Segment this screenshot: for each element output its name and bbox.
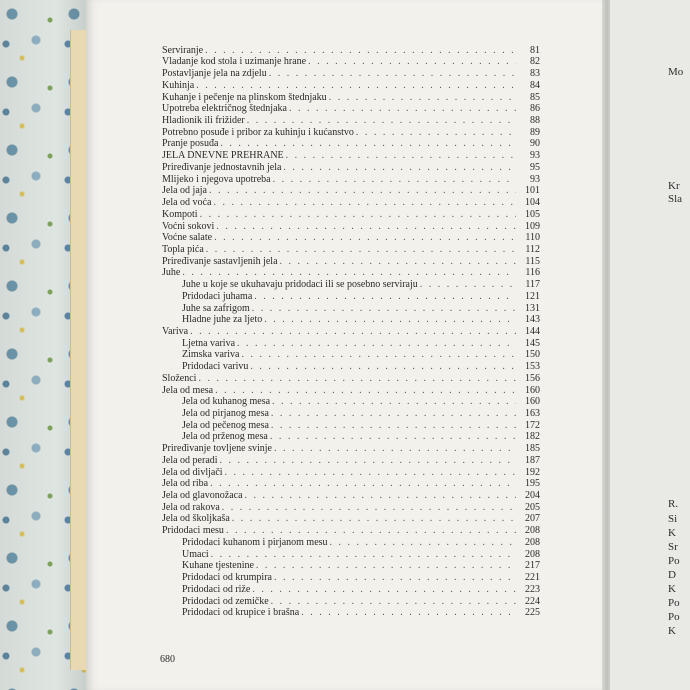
- toc-entry-page: 204: [525, 490, 540, 502]
- toc-entry-label: Priređivanje jednostavnih jela: [162, 161, 282, 173]
- toc-entry-label: Topla pića: [162, 243, 204, 255]
- dot-leader: [271, 596, 516, 607]
- toc-entry: [162, 583, 540, 595]
- toc-entry-page: 95: [530, 161, 540, 173]
- table-of-contents: [162, 44, 540, 618]
- toc-entry-page: 105: [525, 208, 540, 220]
- toc-entry-label: Kuhane tjestenine: [182, 560, 254, 572]
- toc-entry-page: 205: [525, 501, 540, 513]
- toc-entry-label: Jela od prženog mesa: [182, 431, 268, 443]
- dot-leader: [330, 537, 516, 548]
- toc-entry-page: 81: [530, 44, 540, 56]
- dot-leader: [216, 221, 516, 232]
- right-page-fragment: Mo: [668, 66, 684, 78]
- toc-entry: [162, 114, 540, 126]
- dot-leader: [274, 443, 516, 454]
- toc-entry-label: Pridodaci od riže: [182, 583, 251, 595]
- right-page-fragment: K: [668, 583, 676, 595]
- toc-entry: [162, 255, 540, 267]
- toc-entry-label: Pranje posuđa: [162, 138, 219, 150]
- toc-entry: [162, 56, 540, 68]
- toc-entry-label: Jela od mesa: [162, 384, 214, 396]
- toc-entry-page: 192: [525, 466, 540, 478]
- toc-entry-label: Postavljanje jela na zdjelu: [162, 68, 267, 80]
- dot-leader: [220, 138, 516, 149]
- toc-entry: [162, 173, 540, 185]
- toc-entry-label: Pridodaci kuhanom i pirjanom mesu: [182, 536, 328, 548]
- right-page-fragment: Po: [668, 555, 680, 567]
- toc-entry-page: 153: [525, 361, 540, 373]
- right-page-fragment: R.: [668, 498, 679, 510]
- dot-leader: [356, 127, 516, 138]
- right-page-fragment: Po: [668, 597, 680, 609]
- toc-entry: [162, 337, 540, 349]
- toc-entry: [162, 185, 540, 197]
- book-page-right: [610, 0, 690, 690]
- dot-leader: [225, 467, 516, 478]
- dot-leader: [420, 279, 516, 290]
- dot-leader: [209, 185, 516, 196]
- toc-entry: [162, 278, 540, 290]
- toc-entry: [162, 302, 540, 314]
- toc-entry: [162, 360, 540, 372]
- toc-entry-label: Kuhinja: [162, 79, 195, 91]
- toc-entry: [162, 595, 540, 607]
- toc-entry-page: 90: [530, 138, 540, 150]
- toc-entry: [162, 79, 540, 91]
- toc-entry-label: Pridodaci juhama: [182, 290, 253, 302]
- dot-leader: [264, 314, 516, 325]
- toc-entry: [162, 407, 540, 419]
- toc-entry: [162, 560, 540, 572]
- toc-entry: [162, 384, 540, 396]
- toc-entry-label: Mlijeko i njegova upotreba: [162, 173, 271, 185]
- right-page-fragment: D: [668, 569, 676, 581]
- right-page-fragment: Sla: [668, 193, 683, 205]
- toc-entry-page: 110: [525, 232, 540, 244]
- toc-entry-page: 121: [525, 290, 540, 302]
- toc-entry: [162, 513, 540, 525]
- toc-entry: [162, 126, 540, 138]
- right-page-fragment: Sr: [668, 541, 678, 553]
- toc-entry-label: Juhe u koje se ukuhavaju pridodaci ili se posebno serviraju: [182, 279, 418, 291]
- dot-leader: [270, 431, 516, 442]
- dot-leader: [272, 396, 516, 407]
- toc-entry: [162, 466, 540, 478]
- dot-leader: [254, 291, 516, 302]
- toc-entry: [162, 325, 540, 337]
- toc-entry: [162, 478, 540, 490]
- toc-entry-label: Jela od kuhanog mesa: [182, 396, 271, 408]
- dot-leader: [215, 385, 516, 396]
- toc-entry-page: 112: [525, 243, 540, 255]
- dot-leader: [245, 490, 516, 501]
- dot-leader: [237, 338, 516, 349]
- toc-entry-label: Potrebno posuđe i pribor za kuhinju i kućanstvo: [162, 126, 354, 138]
- toc-entry-page: 109: [525, 220, 540, 232]
- dot-leader: [213, 197, 516, 208]
- toc-entry-label: Hladionik ili frižider: [162, 115, 245, 127]
- dot-leader: [232, 513, 516, 524]
- right-page-fragment: K: [668, 625, 676, 637]
- toc-entry-label: Jela od pirjanog mesa: [182, 408, 269, 419]
- toc-entry-label: Voćne salate: [162, 232, 213, 244]
- toc-entry: [162, 91, 540, 103]
- dot-leader: [271, 408, 516, 419]
- toc-entry-page: 185: [525, 443, 540, 455]
- toc-entry-label: Juhe: [162, 267, 181, 279]
- toc-entry-label: Ljetna variva: [182, 337, 236, 349]
- toc-entry: [162, 267, 540, 279]
- dot-leader: [211, 549, 516, 560]
- toc-entry: [162, 138, 540, 150]
- dot-leader: [247, 115, 516, 126]
- dot-leader: [274, 572, 516, 583]
- toc-entry-page: 88: [530, 115, 540, 127]
- toc-entry-label: Variva: [162, 325, 189, 337]
- toc-entry-label: Jela od glavonožaca: [162, 490, 243, 502]
- toc-entry-label: Zimska variva: [182, 349, 240, 361]
- toc-entry-label: Jela od školjkaša: [162, 513, 230, 525]
- toc-entry-page: 224: [525, 595, 540, 607]
- toc-entry-page: 93: [530, 150, 540, 162]
- toc-entry-page: 144: [525, 325, 540, 337]
- toc-entry-page: 163: [525, 408, 540, 419]
- toc-entry-label: Pridodaci od krupice i brašna: [182, 607, 300, 619]
- toc-entry-page: 172: [525, 419, 540, 431]
- toc-entry-page: 182: [525, 431, 540, 443]
- dot-leader: [289, 103, 516, 114]
- toc-entry-label: Vladanje kod stola i uzimanje hrane: [162, 56, 307, 68]
- toc-entry-page: 117: [525, 279, 540, 291]
- toc-entry-label: Jela od riba: [162, 478, 209, 490]
- dot-leader: [222, 502, 516, 513]
- dot-leader: [269, 68, 516, 79]
- toc-entry-page: 115: [525, 255, 540, 267]
- toc-entry-page: 208: [525, 548, 540, 560]
- toc-entry: [162, 314, 540, 326]
- toc-entry: [162, 607, 540, 619]
- toc-entry-label: JELA DNEVNE PREHRANE: [162, 150, 284, 162]
- toc-entry: [162, 524, 540, 536]
- dot-leader: [241, 349, 516, 360]
- toc-entry: [162, 396, 540, 408]
- toc-entry-page: 208: [525, 536, 540, 548]
- page-number: 680: [160, 654, 175, 665]
- toc-entry-label: Voćni sokovi: [162, 220, 215, 232]
- dot-leader: [206, 244, 516, 255]
- toc-entry: [162, 548, 540, 560]
- toc-entry-label: Pridodaci od zemičke: [182, 595, 269, 607]
- toc-entry-page: 82: [530, 56, 540, 68]
- toc-entry-page: 150: [525, 349, 540, 361]
- toc-entry: [162, 243, 540, 255]
- toc-entry-label: Jela od rakova: [162, 501, 220, 513]
- toc-entry-label: Pridodaci od krumpira: [182, 572, 272, 584]
- dot-leader: [271, 420, 516, 431]
- right-page-fragment: K: [668, 527, 676, 539]
- toc-entry-page: 207: [525, 513, 540, 525]
- toc-entry-page: 104: [525, 197, 540, 209]
- toc-entry-label: Jela od jaja: [162, 185, 207, 197]
- toc-entry-page: 116: [525, 267, 540, 279]
- toc-entry-page: 83: [530, 68, 540, 80]
- toc-entry-page: 221: [525, 572, 540, 584]
- toc-entry: [162, 431, 540, 443]
- dot-leader: [280, 256, 516, 267]
- toc-entry-page: 225: [525, 607, 540, 619]
- toc-entry-label: Hladne juhe za ljeto: [182, 314, 263, 326]
- toc-entry: [162, 149, 540, 161]
- toc-entry-page: 101: [525, 185, 540, 197]
- toc-entry-label: Jela od pečenog mesa: [182, 419, 269, 431]
- toc-entry: [162, 372, 540, 384]
- dot-leader: [226, 525, 516, 536]
- toc-entry-label: Umaci: [182, 548, 209, 560]
- dot-leader: [286, 150, 516, 161]
- toc-entry-page: 156: [525, 372, 540, 384]
- dot-leader: [252, 584, 516, 595]
- toc-entry-page: 131: [525, 302, 540, 314]
- toc-entry: [162, 536, 540, 548]
- toc-entry: [162, 290, 540, 302]
- toc-entry-label: Kompoti: [162, 208, 198, 220]
- dot-leader: [182, 267, 516, 278]
- dot-leader: [200, 209, 516, 220]
- toc-entry-page: 93: [530, 173, 540, 185]
- toc-entry: [162, 220, 540, 232]
- toc-entry: [162, 349, 540, 361]
- toc-entry: [162, 571, 540, 583]
- toc-entry: [162, 208, 540, 220]
- toc-entry-label: Serviranje: [162, 44, 204, 56]
- dot-leader: [220, 455, 516, 466]
- toc-entry: [162, 44, 540, 56]
- right-page-fragment: Po: [668, 611, 680, 623]
- toc-entry: [162, 454, 540, 466]
- dot-leader: [252, 303, 516, 314]
- toc-entry-label: Priređivanje tovljene svinje: [162, 443, 272, 455]
- toc-entry: [162, 442, 540, 454]
- dot-leader: [190, 326, 516, 337]
- toc-entry: [162, 103, 540, 115]
- toc-entry-label: Priređivanje sastavljenih jela: [162, 255, 278, 267]
- toc-entry-label: Jela od divljači: [162, 466, 223, 478]
- toc-entry-label: Juhe sa zafrigom: [182, 302, 250, 314]
- dot-leader: [308, 56, 516, 67]
- dot-leader: [210, 478, 516, 489]
- toc-entry: [162, 161, 540, 173]
- toc-entry-page: 89: [530, 126, 540, 138]
- toc-entry-page: 160: [525, 384, 540, 396]
- toc-entry-page: 223: [525, 583, 540, 595]
- dot-leader: [283, 162, 516, 173]
- toc-entry-label: Jela od peradi: [162, 454, 218, 466]
- toc-entry-page: 187: [525, 454, 540, 466]
- toc-entry: [162, 489, 540, 501]
- dot-leader: [205, 45, 516, 56]
- toc-entry-page: 143: [525, 314, 540, 326]
- toc-entry-label: Pridodaci mesu: [162, 525, 224, 537]
- right-page-fragment: Kr: [668, 180, 680, 192]
- toc-entry: [162, 196, 540, 208]
- toc-entry-label: Složenci: [162, 372, 197, 384]
- right-page-fragment: Si: [668, 513, 678, 525]
- dot-leader: [301, 607, 516, 618]
- toc-entry-page: 85: [530, 91, 540, 103]
- toc-entry-label: Pridodaci varivu: [182, 361, 249, 373]
- toc-entry-page: 195: [525, 478, 540, 490]
- dot-leader: [329, 92, 516, 103]
- dot-leader: [198, 373, 516, 384]
- dot-leader: [196, 80, 516, 91]
- dot-leader: [250, 361, 516, 372]
- toc-entry-label: Upotreba električnog štednjaka: [162, 103, 287, 115]
- dot-leader: [273, 174, 516, 185]
- toc-entry: [162, 419, 540, 431]
- toc-entry-page: 217: [525, 560, 540, 572]
- toc-entry: [162, 67, 540, 79]
- toc-entry-page: 160: [525, 396, 540, 408]
- dot-leader: [214, 232, 516, 243]
- toc-entry-label: Jela od voća: [162, 197, 212, 209]
- toc-entry-page: 86: [530, 103, 540, 115]
- dot-leader: [256, 560, 516, 571]
- toc-entry: [162, 501, 540, 513]
- toc-entry-page: 84: [530, 79, 540, 91]
- toc-entry-page: 208: [525, 525, 540, 537]
- toc-entry: [162, 232, 540, 244]
- toc-entry-label: Kuhanje i pečenje na plinskom štednjaku: [162, 91, 327, 103]
- toc-entry-page: 145: [525, 337, 540, 349]
